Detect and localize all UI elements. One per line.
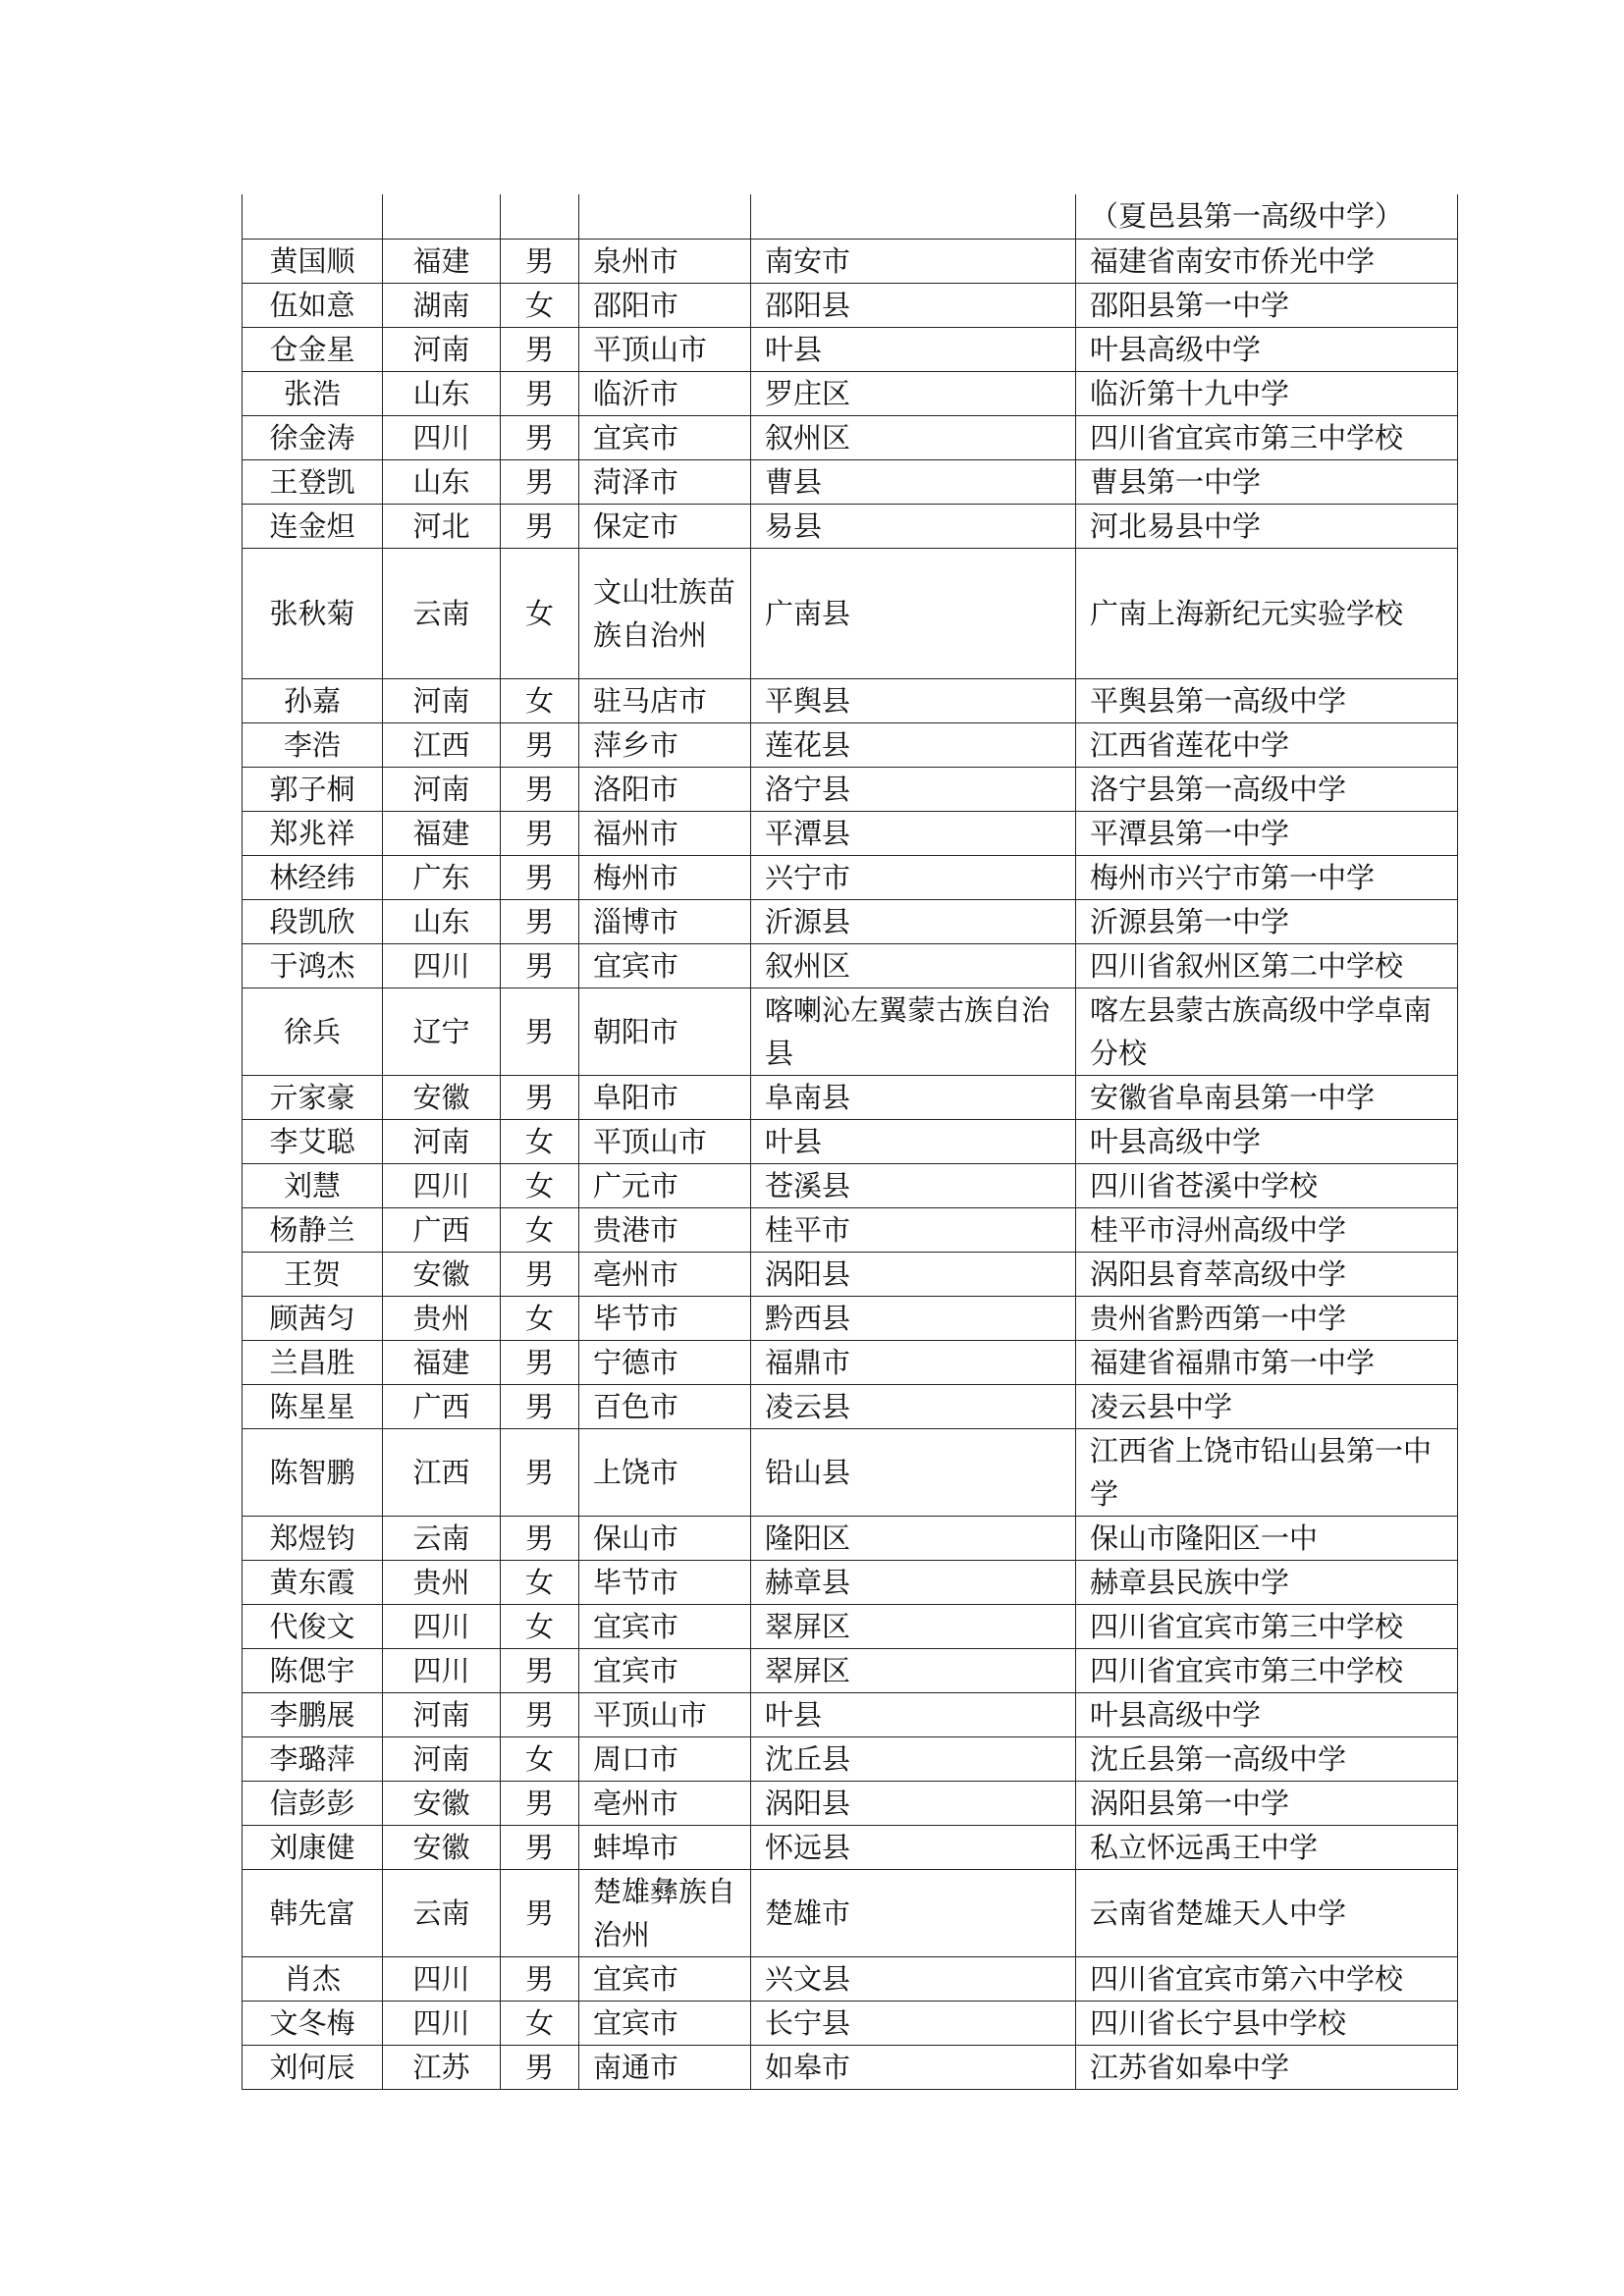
- table-row: [243, 1428, 1458, 1516]
- school-cell: 福建省南安市侨光中学: [1076, 239, 1458, 283]
- school-cell: 梅州市兴宁市第一中学: [1076, 855, 1458, 899]
- county-cell: 怀远县: [751, 1825, 1076, 1869]
- school-cell: 四川省叙州区第二中学校: [1076, 943, 1458, 988]
- gender-cell: 女: [501, 1604, 579, 1648]
- gender-cell: 男: [501, 722, 579, 767]
- school-cell: 赫章县民族中学: [1076, 1560, 1458, 1604]
- province-cell: 江西: [383, 1428, 501, 1516]
- city-cell: 周口市: [579, 1736, 751, 1781]
- gender-cell: 男: [501, 1384, 579, 1428]
- county-cell: 苍溪县: [751, 1163, 1076, 1207]
- school-cell: 叶县高级中学: [1076, 327, 1458, 371]
- name-cell: 文冬梅: [243, 2001, 383, 2045]
- city-cell: 宜宾市: [579, 1956, 751, 2001]
- province-cell: 安徽: [383, 1825, 501, 1869]
- province-cell: 河南: [383, 678, 501, 722]
- name-cell: 黄国顺: [243, 239, 383, 283]
- name-cell: 韩先富: [243, 1869, 383, 1956]
- gender-cell: 男: [501, 1428, 579, 1516]
- table-row: [243, 767, 1458, 811]
- name-cell: 陈偲宇: [243, 1648, 383, 1692]
- gender-cell: 女: [501, 1296, 579, 1340]
- student-roster-table: [242, 194, 1458, 2090]
- school-cell: （夏邑县第一高级中学）: [1076, 194, 1458, 239]
- county-cell: 邵阳县: [751, 283, 1076, 327]
- school-cell: 平潭县第一中学: [1076, 811, 1458, 855]
- gender-cell: 男: [501, 855, 579, 899]
- gender-cell: 女: [501, 2001, 579, 2045]
- school-cell: 四川省长宁县中学校: [1076, 2001, 1458, 2045]
- school-cell: 江西省上饶市铅山县第一中学: [1076, 1428, 1458, 1516]
- gender-cell: 男: [501, 371, 579, 415]
- table-row: [243, 1648, 1458, 1692]
- table-row: [243, 1252, 1458, 1296]
- name-cell: 刘康健: [243, 1825, 383, 1869]
- name-cell: 孙嘉: [243, 678, 383, 722]
- school-cell: 私立怀远禹王中学: [1076, 1825, 1458, 1869]
- province-cell: 四川: [383, 2001, 501, 2045]
- gender-cell: 女: [501, 678, 579, 722]
- name-cell: 徐兵: [243, 988, 383, 1075]
- city-cell: 朝阳市: [579, 988, 751, 1075]
- gender-cell: 男: [501, 327, 579, 371]
- table-row: [243, 2001, 1458, 2045]
- city-cell: 贵港市: [579, 1207, 751, 1252]
- county-cell: 叶县: [751, 1692, 1076, 1736]
- school-cell: 安徽省阜南县第一中学: [1076, 1075, 1458, 1119]
- name-cell: 段凯欣: [243, 899, 383, 943]
- city-cell: 淄博市: [579, 899, 751, 943]
- school-cell: 洛宁县第一高级中学: [1076, 767, 1458, 811]
- county-cell: 叶县: [751, 1119, 1076, 1163]
- school-cell: 四川省苍溪中学校: [1076, 1163, 1458, 1207]
- name-cell: 兰昌胜: [243, 1340, 383, 1384]
- province-cell: 福建: [383, 811, 501, 855]
- county-cell: 楚雄市: [751, 1869, 1076, 1956]
- table-row: [243, 943, 1458, 988]
- table-row: [243, 1736, 1458, 1781]
- city-cell: 保定市: [579, 504, 751, 548]
- table-row: [243, 239, 1458, 283]
- table-row: [243, 855, 1458, 899]
- city-cell: 宜宾市: [579, 943, 751, 988]
- city-cell: 蚌埠市: [579, 1825, 751, 1869]
- table-row: [243, 1781, 1458, 1825]
- table-row: [243, 722, 1458, 767]
- gender-cell: 男: [501, 2045, 579, 2089]
- city-cell: 宜宾市: [579, 2001, 751, 2045]
- table-row: [243, 371, 1458, 415]
- school-cell: 桂平市浔州高级中学: [1076, 1207, 1458, 1252]
- table-row: [243, 1163, 1458, 1207]
- province-cell: 四川: [383, 415, 501, 459]
- name-cell: 张秋菊: [243, 548, 383, 678]
- province-cell: 山东: [383, 459, 501, 504]
- name-cell: 李璐萍: [243, 1736, 383, 1781]
- county-cell: 兴文县: [751, 1956, 1076, 2001]
- city-cell: 百色市: [579, 1384, 751, 1428]
- name-cell: 李鹏展: [243, 1692, 383, 1736]
- table-row: [243, 811, 1458, 855]
- province-cell: 四川: [383, 1648, 501, 1692]
- gender-cell: [501, 194, 579, 239]
- county-cell: 平舆县: [751, 678, 1076, 722]
- county-cell: 叙州区: [751, 943, 1076, 988]
- school-cell: 江西省莲花中学: [1076, 722, 1458, 767]
- county-cell: 叙州区: [751, 415, 1076, 459]
- school-cell: 四川省宜宾市第三中学校: [1076, 1604, 1458, 1648]
- county-cell: 平潭县: [751, 811, 1076, 855]
- city-cell: 宜宾市: [579, 1604, 751, 1648]
- city-cell: 菏泽市: [579, 459, 751, 504]
- province-cell: 河南: [383, 767, 501, 811]
- name-cell: 亓家豪: [243, 1075, 383, 1119]
- province-cell: 四川: [383, 1604, 501, 1648]
- gender-cell: 男: [501, 988, 579, 1075]
- gender-cell: 女: [501, 1736, 579, 1781]
- city-cell: 萍乡市: [579, 722, 751, 767]
- table-row: [243, 1869, 1458, 1956]
- city-cell: 洛阳市: [579, 767, 751, 811]
- table-row: [243, 1692, 1458, 1736]
- county-cell: 铅山县: [751, 1428, 1076, 1516]
- county-cell: 涡阳县: [751, 1781, 1076, 1825]
- gender-cell: 男: [501, 239, 579, 283]
- table-row: [243, 283, 1458, 327]
- school-cell: 涡阳县第一中学: [1076, 1781, 1458, 1825]
- table-row: [243, 1604, 1458, 1648]
- table-row: [243, 899, 1458, 943]
- province-cell: 云南: [383, 548, 501, 678]
- province-cell: 四川: [383, 1163, 501, 1207]
- city-cell: 文山壮族苗族自治州: [579, 548, 751, 678]
- province-cell: 贵州: [383, 1296, 501, 1340]
- city-cell: 宜宾市: [579, 415, 751, 459]
- school-cell: 涡阳县育萃高级中学: [1076, 1252, 1458, 1296]
- city-cell: 上饶市: [579, 1428, 751, 1516]
- gender-cell: 男: [501, 504, 579, 548]
- province-cell: 云南: [383, 1516, 501, 1560]
- school-cell: 保山市隆阳区一中: [1076, 1516, 1458, 1560]
- city-cell: 平顶山市: [579, 1119, 751, 1163]
- county-cell: 罗庄区: [751, 371, 1076, 415]
- province-cell: 河南: [383, 1119, 501, 1163]
- county-cell: 黔西县: [751, 1296, 1076, 1340]
- province-cell: 江西: [383, 722, 501, 767]
- school-cell: 广南上海新纪元实验学校: [1076, 548, 1458, 678]
- name-cell: 肖杰: [243, 1956, 383, 2001]
- province-cell: 广西: [383, 1207, 501, 1252]
- gender-cell: 男: [501, 1340, 579, 1384]
- gender-cell: 男: [501, 415, 579, 459]
- table-row: [243, 1207, 1458, 1252]
- county-cell: 莲花县: [751, 722, 1076, 767]
- city-cell: 毕节市: [579, 1296, 751, 1340]
- gender-cell: 男: [501, 1648, 579, 1692]
- school-cell: 邵阳县第一中学: [1076, 283, 1458, 327]
- province-cell: 河南: [383, 1692, 501, 1736]
- gender-cell: 男: [501, 459, 579, 504]
- province-cell: 福建: [383, 1340, 501, 1384]
- province-cell: 辽宁: [383, 988, 501, 1075]
- city-cell: 梅州市: [579, 855, 751, 899]
- gender-cell: 女: [501, 548, 579, 678]
- province-cell: 四川: [383, 1956, 501, 2001]
- school-cell: 贵州省黔西第一中学: [1076, 1296, 1458, 1340]
- gender-cell: 男: [501, 1869, 579, 1956]
- name-cell: 刘慧: [243, 1163, 383, 1207]
- table-row: [243, 1119, 1458, 1163]
- roster-body: [243, 194, 1458, 2089]
- province-cell: 广东: [383, 855, 501, 899]
- county-cell: [751, 194, 1076, 239]
- city-cell: 亳州市: [579, 1252, 751, 1296]
- province-cell: 山东: [383, 899, 501, 943]
- county-cell: 桂平市: [751, 1207, 1076, 1252]
- county-cell: 翠屏区: [751, 1604, 1076, 1648]
- table-row: [243, 1384, 1458, 1428]
- table-row: [243, 1956, 1458, 2001]
- table-row: [243, 415, 1458, 459]
- school-cell: 江苏省如皋中学: [1076, 2045, 1458, 2089]
- city-cell: 阜阳市: [579, 1075, 751, 1119]
- table-row: [243, 988, 1458, 1075]
- county-cell: 沈丘县: [751, 1736, 1076, 1781]
- province-cell: 安徽: [383, 1781, 501, 1825]
- province-cell: 四川: [383, 943, 501, 988]
- table-row: [243, 1296, 1458, 1340]
- province-cell: 福建: [383, 239, 501, 283]
- school-cell: 叶县高级中学: [1076, 1692, 1458, 1736]
- name-cell: 陈星星: [243, 1384, 383, 1428]
- school-cell: 喀左县蒙古族高级中学卓南分校: [1076, 988, 1458, 1075]
- name-cell: 郑煜钧: [243, 1516, 383, 1560]
- county-cell: 广南县: [751, 548, 1076, 678]
- city-cell: 平顶山市: [579, 327, 751, 371]
- school-cell: 云南省楚雄天人中学: [1076, 1869, 1458, 1956]
- province-cell: 河南: [383, 1736, 501, 1781]
- school-cell: 四川省宜宾市第三中学校: [1076, 1648, 1458, 1692]
- gender-cell: 男: [501, 899, 579, 943]
- gender-cell: 男: [501, 1692, 579, 1736]
- name-cell: 李浩: [243, 722, 383, 767]
- name-cell: 伍如意: [243, 283, 383, 327]
- school-cell: 临沂第十九中学: [1076, 371, 1458, 415]
- name-cell: 郑兆祥: [243, 811, 383, 855]
- city-cell: 广元市: [579, 1163, 751, 1207]
- school-cell: 沂源县第一中学: [1076, 899, 1458, 943]
- gender-cell: 男: [501, 1781, 579, 1825]
- gender-cell: 女: [501, 1207, 579, 1252]
- school-cell: 沈丘县第一高级中学: [1076, 1736, 1458, 1781]
- province-cell: 贵州: [383, 1560, 501, 1604]
- name-cell: 仓金星: [243, 327, 383, 371]
- gender-cell: 男: [501, 811, 579, 855]
- school-cell: 福建省福鼎市第一中学: [1076, 1340, 1458, 1384]
- county-cell: 曹县: [751, 459, 1076, 504]
- city-cell: 邵阳市: [579, 283, 751, 327]
- county-cell: 洛宁县: [751, 767, 1076, 811]
- city-cell: [579, 194, 751, 239]
- county-cell: 如皋市: [751, 2045, 1076, 2089]
- table-row: [243, 1516, 1458, 1560]
- gender-cell: 女: [501, 1163, 579, 1207]
- gender-cell: 男: [501, 1956, 579, 2001]
- name-cell: 王贺: [243, 1252, 383, 1296]
- name-cell: 郭子桐: [243, 767, 383, 811]
- school-cell: 四川省宜宾市第三中学校: [1076, 415, 1458, 459]
- name-cell: 王登凯: [243, 459, 383, 504]
- school-cell: 叶县高级中学: [1076, 1119, 1458, 1163]
- province-cell: 安徽: [383, 1252, 501, 1296]
- name-cell: 张浩: [243, 371, 383, 415]
- county-cell: 沂源县: [751, 899, 1076, 943]
- county-cell: 凌云县: [751, 1384, 1076, 1428]
- city-cell: 驻马店市: [579, 678, 751, 722]
- province-cell: 河北: [383, 504, 501, 548]
- county-cell: 易县: [751, 504, 1076, 548]
- county-cell: 阜南县: [751, 1075, 1076, 1119]
- name-cell: 李艾聪: [243, 1119, 383, 1163]
- county-cell: 兴宁市: [751, 855, 1076, 899]
- gender-cell: 女: [501, 1560, 579, 1604]
- table-row: [243, 2045, 1458, 2089]
- province-cell: 云南: [383, 1869, 501, 1956]
- city-cell: 宜宾市: [579, 1648, 751, 1692]
- school-cell: 凌云县中学: [1076, 1384, 1458, 1428]
- province-cell: 河南: [383, 327, 501, 371]
- name-cell: 徐金涛: [243, 415, 383, 459]
- county-cell: 赫章县: [751, 1560, 1076, 1604]
- county-cell: 南安市: [751, 239, 1076, 283]
- name-cell: [243, 194, 383, 239]
- county-cell: 涡阳县: [751, 1252, 1076, 1296]
- table-row: [243, 327, 1458, 371]
- gender-cell: 男: [501, 1252, 579, 1296]
- county-cell: 叶县: [751, 327, 1076, 371]
- school-cell: 平舆县第一高级中学: [1076, 678, 1458, 722]
- province-cell: 湖南: [383, 283, 501, 327]
- gender-cell: 女: [501, 1119, 579, 1163]
- gender-cell: 女: [501, 283, 579, 327]
- county-cell: 长宁县: [751, 2001, 1076, 2045]
- name-cell: 陈智鹏: [243, 1428, 383, 1516]
- gender-cell: 男: [501, 767, 579, 811]
- gender-cell: 男: [501, 943, 579, 988]
- table-row: [243, 678, 1458, 722]
- school-cell: 河北易县中学: [1076, 504, 1458, 548]
- province-cell: [383, 194, 501, 239]
- gender-cell: 男: [501, 1516, 579, 1560]
- city-cell: 泉州市: [579, 239, 751, 283]
- school-cell: 四川省宜宾市第六中学校: [1076, 1956, 1458, 2001]
- name-cell: 林经纬: [243, 855, 383, 899]
- province-cell: 广西: [383, 1384, 501, 1428]
- city-cell: 保山市: [579, 1516, 751, 1560]
- county-cell: 喀喇沁左翼蒙古族自治县: [751, 988, 1076, 1075]
- city-cell: 临沂市: [579, 371, 751, 415]
- name-cell: 于鸿杰: [243, 943, 383, 988]
- name-cell: 代俊文: [243, 1604, 383, 1648]
- table-row: [243, 459, 1458, 504]
- city-cell: 宁德市: [579, 1340, 751, 1384]
- city-cell: 南通市: [579, 2045, 751, 2089]
- name-cell: 黄东霞: [243, 1560, 383, 1604]
- table-row: [243, 194, 1458, 239]
- province-cell: 安徽: [383, 1075, 501, 1119]
- name-cell: 连金炟: [243, 504, 383, 548]
- city-cell: 福州市: [579, 811, 751, 855]
- county-cell: 隆阳区: [751, 1516, 1076, 1560]
- name-cell: 信彭彭: [243, 1781, 383, 1825]
- table-row: [243, 504, 1458, 548]
- table-row: [243, 548, 1458, 678]
- county-cell: 福鼎市: [751, 1340, 1076, 1384]
- province-cell: 山东: [383, 371, 501, 415]
- table-row: [243, 1340, 1458, 1384]
- city-cell: 亳州市: [579, 1781, 751, 1825]
- gender-cell: 男: [501, 1075, 579, 1119]
- province-cell: 江苏: [383, 2045, 501, 2089]
- city-cell: 平顶山市: [579, 1692, 751, 1736]
- gender-cell: 男: [501, 1825, 579, 1869]
- county-cell: 翠屏区: [751, 1648, 1076, 1692]
- name-cell: 顾茜匀: [243, 1296, 383, 1340]
- name-cell: 杨静兰: [243, 1207, 383, 1252]
- table-row: [243, 1560, 1458, 1604]
- table-row: [243, 1075, 1458, 1119]
- school-cell: 曹县第一中学: [1076, 459, 1458, 504]
- name-cell: 刘何辰: [243, 2045, 383, 2089]
- city-cell: 楚雄彝族自治州: [579, 1869, 751, 1956]
- city-cell: 毕节市: [579, 1560, 751, 1604]
- table-row: [243, 1825, 1458, 1869]
